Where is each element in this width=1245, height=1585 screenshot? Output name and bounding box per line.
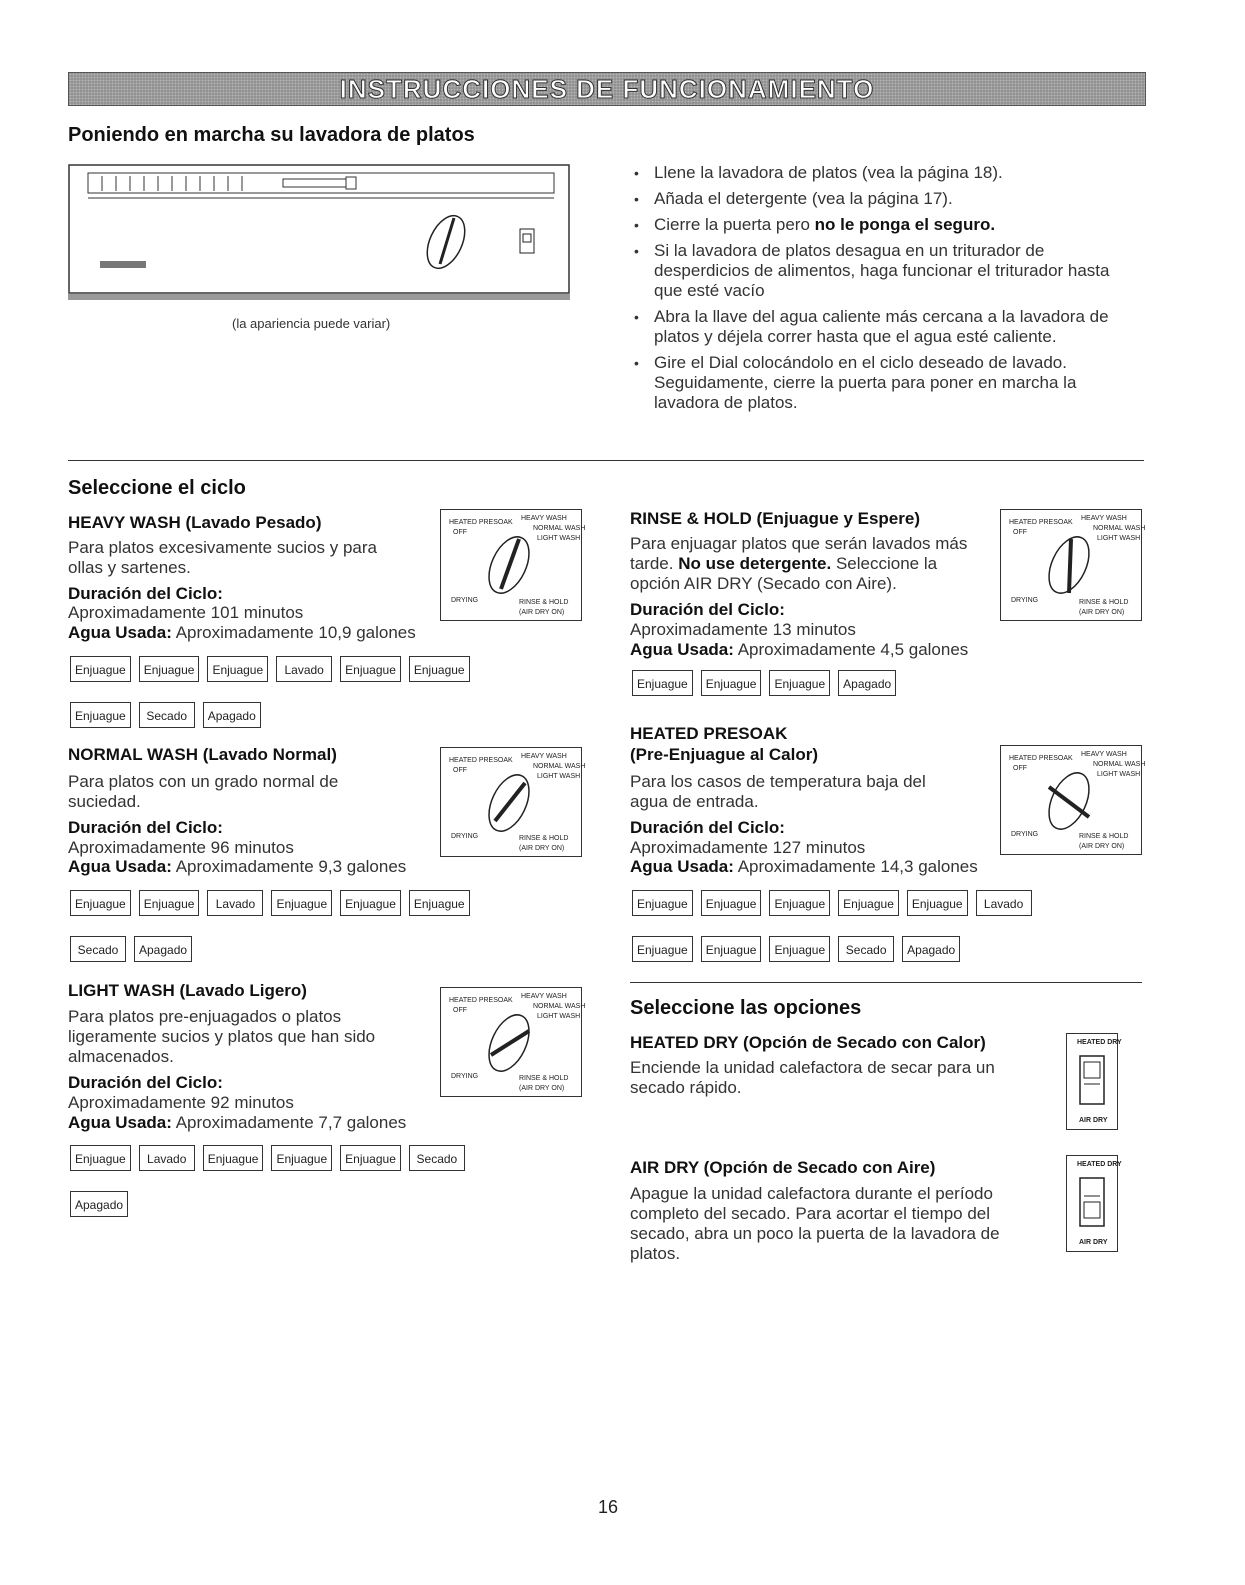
svg-text:NORMAL WASH: NORMAL WASH — [533, 525, 586, 532]
svg-text:OFF: OFF — [1013, 529, 1027, 536]
svg-text:OFF: OFF — [453, 767, 467, 774]
svg-text:LIGHT WASH: LIGHT WASH — [1097, 535, 1141, 542]
heated-presoak-steps — [632, 890, 1052, 962]
cycle-step-box: Lavado — [139, 1145, 195, 1171]
svg-text:OFF: OFF — [453, 529, 467, 536]
svg-text:RINSE & HOLD: RINSE & HOLD — [519, 599, 569, 606]
cycle-step-box: Apagado — [203, 702, 261, 728]
light-wash-water: Aproximadamente 7,7 galones — [171, 1113, 407, 1132]
svg-text:NORMAL WASH: NORMAL WASH — [533, 1003, 586, 1010]
cycle-step-box: Apagado — [838, 670, 896, 696]
svg-text:AIR DRY: AIR DRY — [1079, 1239, 1108, 1246]
rinse-hold-title: RINSE & HOLD (Enjuague y Espere) — [630, 509, 920, 528]
cycle-step-box: Enjuague — [271, 1145, 332, 1171]
cycle-step-box: Enjuague — [203, 1145, 264, 1171]
heavy-wash-duration: Aproximadamente 101 minutos — [68, 603, 304, 622]
heavy-wash-title: HEAVY WASH (Lavado Pesado) — [68, 513, 322, 532]
svg-text:OFF: OFF — [453, 1007, 467, 1014]
heavy-wash-water: Aproximadamente 10,9 galones — [171, 623, 416, 642]
svg-text:DRYING: DRYING — [451, 597, 479, 604]
cycle-step-box: Secado — [70, 936, 126, 962]
svg-text:LIGHT WASH: LIGHT WASH — [537, 535, 581, 542]
instruction-item: • Si la lavadora de platos desagua en un triturador de desperdicios de alimentos, haga funcionar el triturador hasta que esté vacío — [630, 241, 1130, 301]
heavy-wash-dial-illustration — [440, 509, 586, 621]
section-divider — [630, 982, 1142, 983]
normal-wash-description: Para platos con un grado normal de suciedad. — [68, 772, 339, 811]
svg-text:DRYING: DRYING — [1011, 831, 1039, 838]
instruction-item: • Gire el Dial colocándolo en el ciclo deseado de lavado. Seguidamente, cierre la puerta para poner en marcha la lavadora de platos. — [630, 353, 1130, 413]
cycle-step-box: Enjuague — [271, 890, 332, 916]
cycle-step-box: Apagado — [70, 1191, 128, 1217]
normal-wash-title: NORMAL WASH (Lavado Normal) — [68, 745, 337, 764]
water-label: Agua Usada: — [68, 857, 172, 876]
normal-wash-water: Aproximadamente 9,3 galones — [171, 857, 407, 876]
svg-text:DRYING: DRYING — [451, 1073, 479, 1080]
light-wash-description: Para platos pre-enjuagados o platos ligeramente sucios y platos que han sido almacenados. — [68, 1007, 376, 1066]
svg-text:(AIR DRY ON): (AIR DRY ON) — [519, 609, 565, 616]
svg-text:AIR DRY: AIR DRY — [1079, 1117, 1108, 1124]
rinse-hold-dial-illustration — [1000, 509, 1146, 621]
svg-text:(AIR DRY ON): (AIR DRY ON) — [1079, 843, 1125, 850]
rinse-hold-duration: Aproximadamente 13 minutos — [630, 620, 856, 639]
cycle-step-box: Enjuague — [632, 890, 693, 916]
cycle-step-box: Enjuague — [409, 656, 470, 682]
cycle-step-box: Enjuague — [70, 1145, 131, 1171]
section-divider — [68, 460, 1144, 461]
svg-text:(AIR DRY ON): (AIR DRY ON) — [519, 845, 565, 852]
svg-text:LIGHT WASH: LIGHT WASH — [537, 773, 581, 780]
page-number: 16 — [598, 1497, 619, 1517]
cycle-step-box: Enjuague — [632, 936, 693, 962]
duration-label: Duración del Ciclo: — [68, 584, 223, 603]
svg-text:HEATED PRESOAK: HEATED PRESOAK — [449, 997, 513, 1004]
svg-text:HEAVY WASH: HEAVY WASH — [521, 753, 567, 760]
heavy-wash-steps — [70, 656, 490, 728]
heated-dry-description: Enciende la unidad calefactora de secar para un secado rápido. — [630, 1058, 995, 1097]
illustration-caption: (la apariencia puede variar) — [232, 316, 391, 331]
heated-presoak-duration: Aproximadamente 127 minutos — [630, 838, 866, 857]
heated-presoak-subtitle: (Pre-Enjuague al Calor) — [630, 745, 818, 764]
duration-label: Duración del Ciclo: — [630, 818, 785, 837]
heated-dry-switch-illustration — [1066, 1033, 1122, 1130]
cycle-step-box: Enjuague — [838, 890, 899, 916]
svg-text:(AIR DRY ON): (AIR DRY ON) — [519, 1085, 565, 1092]
cycle-heading: Seleccione el ciclo — [68, 477, 246, 499]
section-banner — [68, 72, 1146, 106]
heated-presoak-description: Para los casos de temperatura baja del agua de entrada. — [630, 772, 926, 811]
cycle-step-box: Enjuague — [632, 670, 693, 696]
svg-text:OFF: OFF — [1013, 765, 1027, 772]
rinse-hold-description: Para enjuagar platos que serán lavados más tarde. No use detergente. Seleccione la opción AIR DRY (Secado con Aire). — [630, 534, 968, 593]
air-dry-description: Apague la unidad calefactora durante el período completo del secado. Para acortar el tiempo del secado, abra un poco la puerta de la lavadora de platos. — [630, 1184, 1000, 1263]
cycle-step-box: Enjuague — [207, 656, 268, 682]
svg-text:NORMAL WASH: NORMAL WASH — [1093, 761, 1146, 768]
svg-text:HEATED PRESOAK: HEATED PRESOAK — [1009, 755, 1073, 762]
cycle-step-box: Enjuague — [701, 890, 762, 916]
cycle-step-box: Enjuague — [340, 890, 401, 916]
cycle-step-box: Enjuague — [409, 890, 470, 916]
water-label: Agua Usada: — [630, 857, 734, 876]
cycle-step-box: Enjuague — [70, 890, 131, 916]
svg-text:LIGHT WASH: LIGHT WASH — [537, 1013, 581, 1020]
svg-text:HEATED PRESOAK: HEATED PRESOAK — [449, 519, 513, 526]
duration-label: Duración del Ciclo: — [630, 600, 785, 619]
svg-text:NORMAL WASH: NORMAL WASH — [533, 763, 586, 770]
dishwasher-panel-illustration — [68, 164, 570, 304]
svg-text:DRYING: DRYING — [451, 833, 479, 840]
cycle-step-box: Secado — [139, 702, 195, 728]
svg-text:HEATED DRY: HEATED DRY — [1077, 1039, 1122, 1046]
cycle-step-box: Lavado — [976, 890, 1032, 916]
start-instructions-list — [630, 163, 1130, 419]
cycle-step-box: Apagado — [134, 936, 192, 962]
rinse-hold-steps — [632, 670, 1052, 696]
svg-text:RINSE & HOLD: RINSE & HOLD — [1079, 599, 1129, 606]
svg-text:HEATED DRY: HEATED DRY — [1077, 1161, 1122, 1168]
cycle-step-box: Secado — [838, 936, 894, 962]
cycle-step-box: Enjuague — [769, 670, 830, 696]
svg-text:RINSE & HOLD: RINSE & HOLD — [519, 1075, 569, 1082]
heated-presoak-water: Aproximadamente 14,3 galones — [733, 857, 978, 876]
svg-text:HEATED PRESOAK: HEATED PRESOAK — [449, 757, 513, 764]
cycle-step-box: Enjuague — [769, 890, 830, 916]
rinse-hold-water: Aproximadamente 4,5 galones — [733, 640, 969, 659]
air-dry-title: AIR DRY (Opción de Secado con Aire) — [630, 1158, 936, 1177]
heavy-wash-description: Para platos excesivamente sucios y para ollas y sartenes. — [68, 538, 377, 577]
cycle-step-box: Enjuague — [340, 1145, 401, 1171]
options-heading: Seleccione las opciones — [630, 997, 862, 1019]
normal-wash-dial-illustration — [440, 747, 586, 857]
light-wash-steps — [70, 1145, 490, 1217]
banner-title: INSTRUCCIONES DE FUNCIONAMIENTO — [339, 74, 875, 104]
svg-text:(AIR DRY ON): (AIR DRY ON) — [1079, 609, 1125, 616]
cycle-step-box: Enjuague — [70, 656, 131, 682]
svg-text:HEAVY WASH: HEAVY WASH — [1081, 515, 1127, 522]
cycle-step-box: Lavado — [276, 656, 332, 682]
duration-label: Duración del Ciclo: — [68, 818, 223, 837]
cycle-step-box: Enjuague — [907, 890, 968, 916]
normal-wash-duration: Aproximadamente 96 minutos — [68, 838, 294, 857]
light-wash-title: LIGHT WASH (Lavado Ligero) — [68, 981, 307, 1000]
instruction-item: • Abra la llave del agua caliente más cercana a la lavadora de platos y déjela correr hasta que el agua esté caliente. — [630, 307, 1130, 347]
water-label: Agua Usada: — [68, 1113, 172, 1132]
cycle-step-box: Enjuague — [340, 656, 401, 682]
svg-text:HEAVY WASH: HEAVY WASH — [521, 515, 567, 522]
cycle-step-box: Enjuague — [139, 890, 200, 916]
normal-wash-steps — [70, 890, 490, 962]
light-wash-duration: Aproximadamente 92 minutos — [68, 1093, 294, 1112]
cycle-step-box: Enjuague — [701, 670, 762, 696]
instruction-item: • Cierre la puerta pero no le ponga el seguro. — [630, 215, 1130, 235]
instruction-item: • Llene la lavadora de platos (vea la página 18). — [630, 163, 1130, 183]
cycle-step-box: Enjuague — [70, 702, 131, 728]
heated-presoak-dial-illustration — [1000, 745, 1146, 855]
svg-text:HEATED PRESOAK: HEATED PRESOAK — [1009, 519, 1073, 526]
svg-text:RINSE & HOLD: RINSE & HOLD — [519, 835, 569, 842]
cycle-step-box: Enjuague — [701, 936, 762, 962]
instruction-item: • Añada el detergente (vea la página 17). — [630, 189, 1130, 209]
light-wash-dial-illustration — [440, 987, 586, 1097]
svg-text:LIGHT WASH: LIGHT WASH — [1097, 771, 1141, 778]
svg-text:RINSE & HOLD: RINSE & HOLD — [1079, 833, 1129, 840]
cycle-step-box: Apagado — [902, 936, 960, 962]
cycle-step-box: Lavado — [207, 890, 263, 916]
air-dry-switch-illustration — [1066, 1155, 1122, 1252]
svg-text:HEAVY WASH: HEAVY WASH — [1081, 751, 1127, 758]
cycle-step-box: Enjuague — [769, 936, 830, 962]
water-label: Agua Usada: — [68, 623, 172, 642]
heated-presoak-title: HEATED PRESOAK — [630, 724, 788, 743]
water-label: Agua Usada: — [630, 640, 734, 659]
heated-dry-title: HEATED DRY (Opción de Secado con Calor) — [630, 1033, 986, 1052]
svg-text:NORMAL WASH: NORMAL WASH — [1093, 525, 1146, 532]
duration-label: Duración del Ciclo: — [68, 1073, 223, 1092]
start-heading: Poniendo en marcha su lavadora de platos — [68, 124, 475, 146]
cycle-step-box: Secado — [409, 1145, 465, 1171]
cycle-step-box: Enjuague — [139, 656, 200, 682]
svg-text:HEAVY WASH: HEAVY WASH — [521, 993, 567, 1000]
svg-text:DRYING: DRYING — [1011, 597, 1039, 604]
